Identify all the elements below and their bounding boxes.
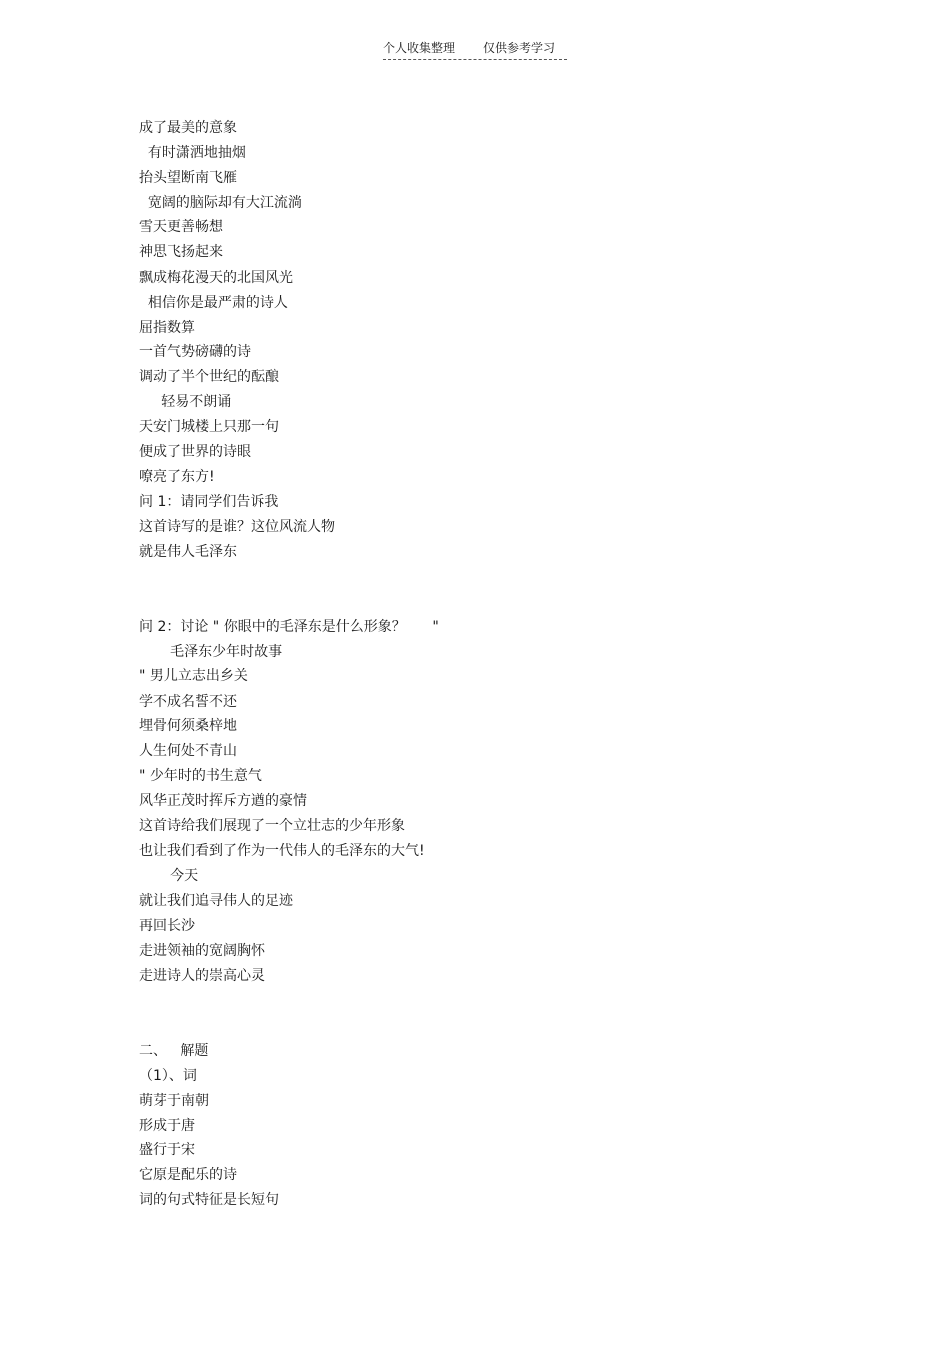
text-line: 盛行于宋 — [139, 1142, 195, 1158]
text-line: 风华正茂时挥斥方遒的豪情 — [139, 793, 307, 809]
text-line: 屈指数算 — [139, 320, 195, 336]
page-header — [383, 40, 567, 60]
text-line: 雪天更善畅想 — [139, 219, 223, 235]
text-line: " 男儿立志出乡关 — [139, 668, 248, 684]
text-line: 抬头望断南飞雁 — [139, 170, 237, 186]
text-line: 嘹亮了东方! — [139, 469, 215, 485]
text-line: 宽阔的脑际却有大江流淌 — [139, 195, 302, 211]
text-line: 也让我们看到了作为一代伟人的毛泽东的大气! — [139, 843, 425, 859]
text-line: 成了最美的意象 — [139, 120, 237, 136]
question-1-line: 问 1：请同学们告诉我 — [139, 494, 279, 510]
text-line: 形成于唐 — [139, 1118, 195, 1134]
subsection-heading: （1）、词 — [139, 1068, 197, 1084]
header-left-text: 个人收集整理 — [383, 41, 456, 55]
text-line: 学不成名誓不还 — [139, 694, 237, 710]
text-line: 一首气势磅礴的诗 — [139, 344, 251, 360]
text-line: 轻易不朗诵 — [139, 394, 232, 410]
text-line: 萌芽于南朝 — [139, 1093, 209, 1109]
text-line: 相信你是最严肃的诗人 — [139, 295, 288, 311]
text-line: 这首诗写的是谁？这位风流人物 — [139, 519, 335, 535]
text-line: 人生何处不青山 — [139, 743, 237, 759]
text-line: 调动了半个世纪的酝酿 — [139, 369, 279, 385]
text-line: 埋骨何须桑梓地 — [139, 718, 237, 734]
text-line: 就让我们追寻伟人的足迹 — [139, 893, 293, 909]
text-line: 词的句式特征是长短句 — [139, 1192, 279, 1208]
text-line: 有时潇洒地抽烟 — [139, 145, 246, 161]
section-heading: 二、 解题 — [139, 1043, 209, 1059]
text-line: 毛泽东少年时故事 — [139, 644, 283, 660]
text-line: 便成了世界的诗眼 — [139, 444, 251, 460]
text-line: 走进诗人的崇高心灵 — [139, 968, 265, 984]
text-line: 就是伟人毛泽东 — [139, 544, 237, 560]
text-line: " 少年时的书生意气 — [139, 768, 262, 784]
header-right-text: 仅供参考学习 — [483, 41, 556, 55]
text-line: 天安门城楼上只那一句 — [139, 419, 279, 435]
text-line: 今天 — [139, 868, 199, 884]
text-line: 飘成梅花漫天的北国风光 — [139, 270, 293, 286]
text-line: 这首诗给我们展现了一个立壮志的少年形象 — [139, 818, 405, 834]
text-line: 神思飞扬起来 — [139, 244, 223, 260]
question-2-line: 问 2：讨论 " 你眼中的毛泽东是什么形象？ " — [139, 619, 439, 635]
text-line: 它原是配乐的诗 — [139, 1167, 237, 1183]
text-line: 走进领袖的宽阔胸怀 — [139, 943, 265, 959]
text-line: 再回长沙 — [139, 918, 195, 934]
